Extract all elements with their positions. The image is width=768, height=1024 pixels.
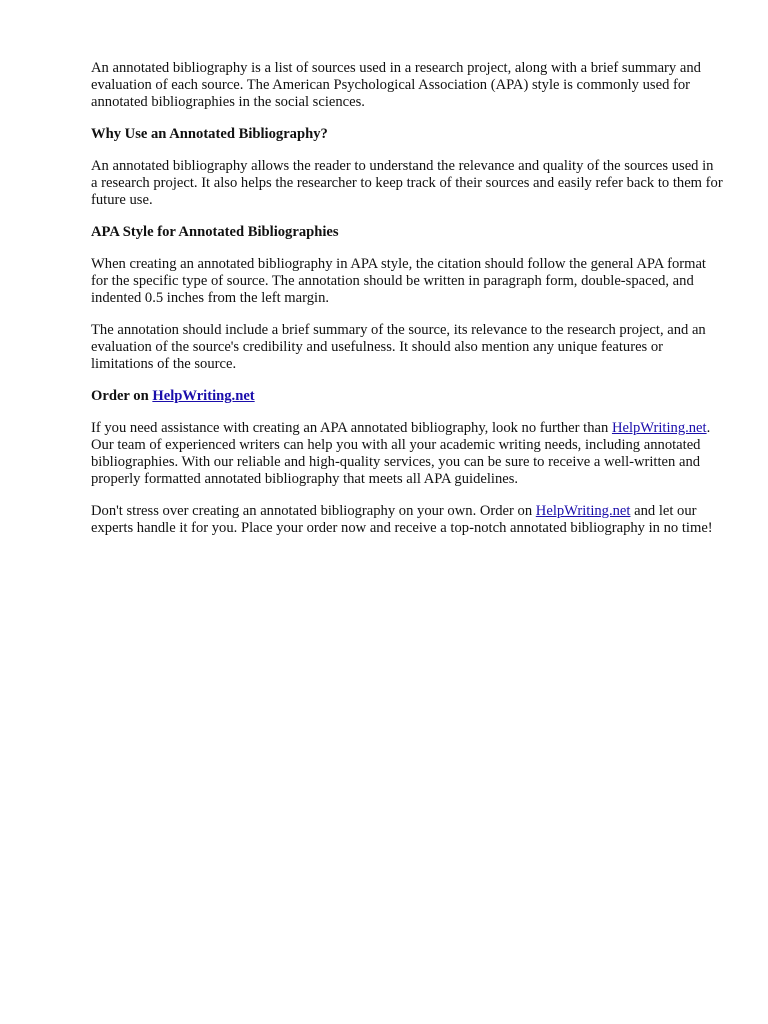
- order-heading-prefix: Order on: [91, 388, 153, 404]
- apa-paragraph-2: The annotation should include a brief summary of the source, its relevance to the research project, and an evaluation of the source's credibility and usefulness. It should also mention any unique features or limitations of the source.: [91, 322, 706, 372]
- order-p2-before: Don't stress over creating an annotated bibliography on your own. Order on: [91, 503, 536, 519]
- apa-paragraph-1: When creating an annotated bibliography in APA style, the citation should follow the general APA format for the specific type of source. The annotation should be written in paragraph form, double-spaced, and indented 0.5 inches from the left margin.: [91, 256, 706, 306]
- order-p1-after: . Our team of experienced writers can help you with all your academic writing needs, including annotated bibliographies. With our reliable and high-quality services, you can be sure to receive a well-written and properly formatted annotated bibliography that meets all APA guidelines.: [91, 420, 711, 487]
- order-heading-link[interactable]: HelpWriting.net: [152, 388, 255, 404]
- order-p2-link[interactable]: HelpWriting.net: [535, 503, 631, 519]
- apa-heading: APA Style for Annotated Bibliographies: [91, 224, 339, 240]
- order-paragraph-2: [91, 503, 723, 537]
- order-paragraph-1: [91, 420, 723, 488]
- document-page: [91, 60, 723, 552]
- order-p2-after: and let our experts handle it for you. Place your order now and receive a top-notch annotated bibliography in no time!: [91, 503, 713, 536]
- why-paragraph: An annotated bibliography allows the reader to understand the relevance and quality of the sources used in a research project. It also helps the researcher to keep track of their sources and easily refer back to them for future use.: [91, 158, 723, 208]
- order-heading: [91, 388, 723, 405]
- order-p1-link[interactable]: HelpWriting.net: [611, 420, 707, 436]
- intro-paragraph: An annotated bibliography is a list of sources used in a research project, along with a brief summary and evaluation of each source. The American Psychological Association (APA) style is commonly used for annotated bibliographies in the social sciences.: [91, 60, 701, 110]
- order-p1-before: If you need assistance with creating an APA annotated bibliography, look no further than: [91, 420, 612, 436]
- why-heading: Why Use an Annotated Bibliography?: [91, 126, 328, 142]
